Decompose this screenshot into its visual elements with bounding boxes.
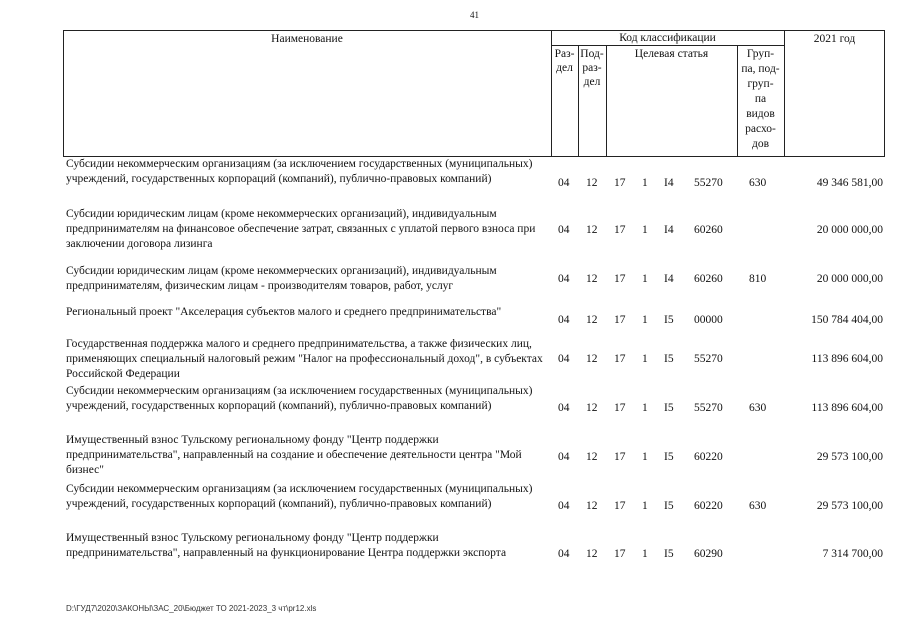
row-target-code: 60290 xyxy=(694,548,723,560)
row-podrazdel: 12 xyxy=(586,353,598,365)
row-razdel: 04 xyxy=(558,500,570,512)
row-name: Региональный проект "Акселерация субъектов малого и среднего предпринимательства" xyxy=(66,306,502,318)
row-amount: 20 000 000,00 xyxy=(816,224,883,236)
row-target-program: 17 xyxy=(614,353,626,365)
header-target: Целевая статья xyxy=(634,48,709,60)
row-name: Субсидии юридическим лицам (кроме некоммерческих организаций), индивидуальным предпринимателям на финансовое обеспечение затрат, связанных с уплатой первого взноса при заключении договора лизинга xyxy=(66,208,536,250)
row-podrazdel: 12 xyxy=(586,500,598,512)
row-amount: 29 573 100,00 xyxy=(816,451,883,463)
row-target-program: 17 xyxy=(614,224,626,236)
header-year: 2021 год xyxy=(813,33,856,45)
page-number: 41 xyxy=(470,10,479,20)
row-razdel: 04 xyxy=(558,224,570,236)
row-target-program: 17 xyxy=(614,314,626,326)
row-group: 630 xyxy=(749,177,767,189)
row-target-code: 55270 xyxy=(694,402,723,414)
row-target-project: I5 xyxy=(664,402,674,414)
row-name: Субсидии некоммерческим организациям (за исключением государственных (муниципальных) учреждений, государственных корпораций (компаний), публично-правовых компаний) xyxy=(66,483,533,510)
row-target-code: 60220 xyxy=(694,500,723,512)
row-target-subprogram: 1 xyxy=(642,451,648,463)
row-target-subprogram: 1 xyxy=(642,314,648,326)
row-target-subprogram: 1 xyxy=(642,224,648,236)
row-podrazdel: 12 xyxy=(586,273,598,285)
row-amount: 29 573 100,00 xyxy=(816,500,883,512)
header-razdel: Раз- дел xyxy=(554,48,575,74)
file-path-footer: D:\ГУД7\2020\ЗАКОНЫ\ЗАС_20\Бюджет ТО 2021-2023_3 чт\pr12.xls xyxy=(66,604,317,613)
row-target-code: 00000 xyxy=(694,314,723,326)
row-target-project: I5 xyxy=(664,353,674,365)
row-target-project: I5 xyxy=(664,451,674,463)
row-target-subprogram: 1 xyxy=(642,402,648,414)
row-podrazdel: 12 xyxy=(586,314,598,326)
row-group: 630 xyxy=(749,500,767,512)
row-podrazdel: 12 xyxy=(586,451,598,463)
row-name: Государственная поддержка малого и среднего предпринимательства, а также физических лиц, применяющих специальный налоговый режим "Налог на профессиональный доход", в субъектах Российской Федерации xyxy=(66,338,543,380)
row-target-program: 17 xyxy=(614,402,626,414)
row-razdel: 04 xyxy=(558,402,570,414)
row-amount: 49 346 581,00 xyxy=(816,177,883,189)
row-razdel: 04 xyxy=(558,273,570,285)
row-razdel: 04 xyxy=(558,548,570,560)
row-target-subprogram: 1 xyxy=(642,500,648,512)
header-name: Наименование xyxy=(271,33,343,45)
row-name: Субсидии некоммерческим организациям (за исключением государственных (муниципальных) учреждений, государственных корпораций (компаний), публично-правовых компаний) xyxy=(66,385,533,412)
row-target-project: I4 xyxy=(664,224,674,236)
row-amount: 113 896 604,00 xyxy=(811,353,883,365)
row-amount: 113 896 604,00 xyxy=(811,402,883,414)
row-target-program: 17 xyxy=(614,500,626,512)
row-name: Субсидии юридическим лицам (кроме некоммерческих организаций), индивидуальным предпринимателям, физическим лицам - производителям товаров, работ, услуг xyxy=(66,265,497,292)
row-target-code: 60260 xyxy=(694,273,723,285)
row-target-subprogram: 1 xyxy=(642,548,648,560)
row-razdel: 04 xyxy=(558,353,570,365)
row-target-project: I4 xyxy=(664,273,674,285)
header-group: Груп- па, под- груп- па видов расхо- дов xyxy=(741,48,780,150)
row-name: Субсидии некоммерческим организациям (за исключением государственных (муниципальных) учреждений, государственных корпораций (компаний), публично-правовых компаний) xyxy=(66,158,533,185)
row-target-program: 17 xyxy=(614,273,626,285)
row-podrazdel: 12 xyxy=(586,548,598,560)
row-name: Имущественный взнос Тульскому региональному фонду "Центр поддержки предпринимательства", направленный на создание и обеспечение деятельности центра "Мой бизнес" xyxy=(66,434,522,476)
row-target-subprogram: 1 xyxy=(642,353,648,365)
row-group: 630 xyxy=(749,402,767,414)
row-amount: 150 784 404,00 xyxy=(811,314,883,326)
row-razdel: 04 xyxy=(558,177,570,189)
row-podrazdel: 12 xyxy=(586,224,598,236)
row-target-subprogram: 1 xyxy=(642,273,648,285)
row-group: 810 xyxy=(749,273,767,285)
row-target-project: I5 xyxy=(664,548,674,560)
row-target-program: 17 xyxy=(614,177,626,189)
row-target-code: 60220 xyxy=(694,451,723,463)
row-target-project: I5 xyxy=(664,500,674,512)
row-target-project: I5 xyxy=(664,314,674,326)
row-amount: 20 000 000,00 xyxy=(816,273,883,285)
row-target-program: 17 xyxy=(614,548,626,560)
row-target-program: 17 xyxy=(614,451,626,463)
row-target-code: 55270 xyxy=(694,177,723,189)
row-razdel: 04 xyxy=(558,451,570,463)
header-classification: Код классификации xyxy=(619,32,716,44)
row-target-code: 60260 xyxy=(694,224,723,236)
row-podrazdel: 12 xyxy=(586,177,598,189)
row-target-subprogram: 1 xyxy=(642,177,648,189)
row-amount: 7 314 700,00 xyxy=(822,548,883,560)
row-name: Имущественный взнос Тульскому региональному фонду "Центр поддержки предпринимательства", направленный на функционирование Центра поддержки экспорта xyxy=(66,532,507,559)
row-target-code: 55270 xyxy=(694,353,723,365)
row-target-project: I4 xyxy=(664,177,674,189)
row-podrazdel: 12 xyxy=(586,402,598,414)
header-podrazdel: Под- раз- дел xyxy=(580,48,604,88)
row-razdel: 04 xyxy=(558,314,570,326)
